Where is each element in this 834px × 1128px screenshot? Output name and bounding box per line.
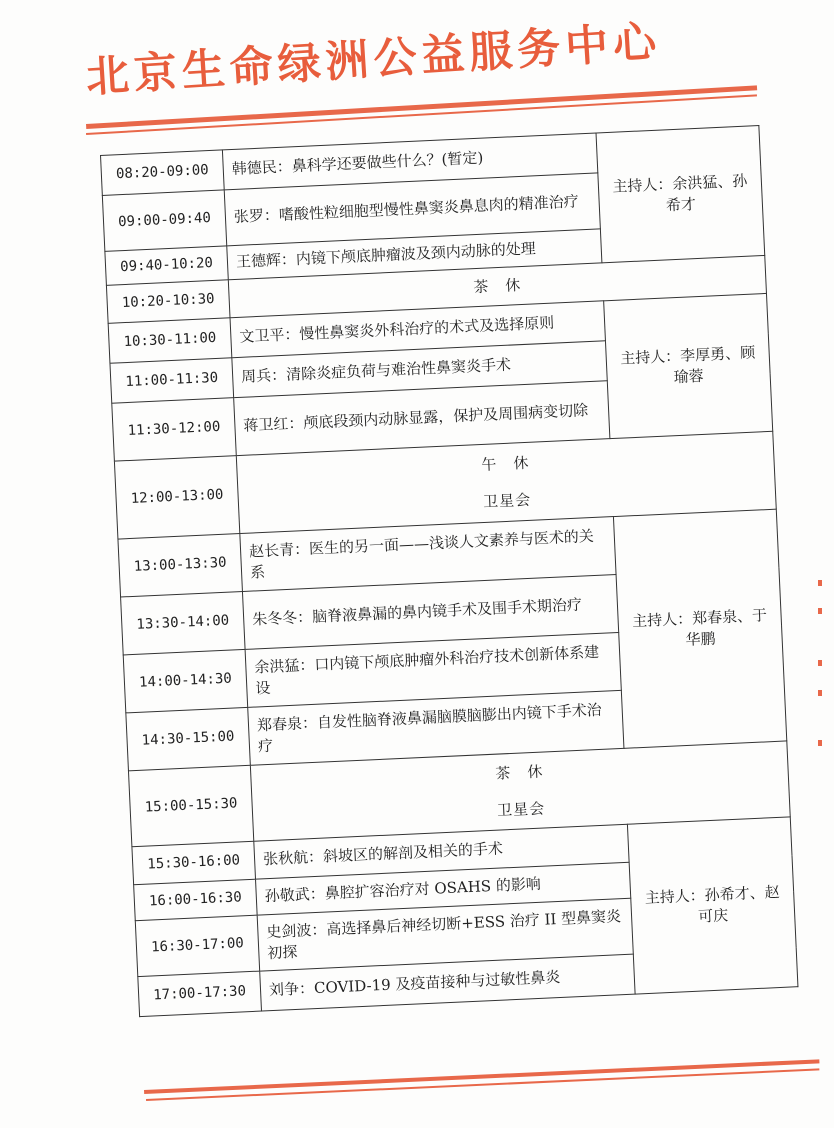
edge-mark xyxy=(818,740,822,746)
organization-title: 北京生命绿洲公益服务中心 xyxy=(84,16,663,103)
schedule-table xyxy=(100,125,798,1017)
talk-cell: 刘争：COVID-19 及疫苗接种与过敏性鼻炎 xyxy=(260,954,635,1011)
talk-cell: 张罗：嗜酸性粒细胞型慢性鼻窦炎鼻息肉的精准治疗 xyxy=(224,173,600,246)
time-cell: 11:00-11:30 xyxy=(110,358,234,403)
talk-cell: 余洪猛：口内镜下颅底肿瘤外科治疗技术创新体系建设 xyxy=(245,632,621,707)
time-cell: 12:00-13:00 xyxy=(114,456,239,539)
satellite-label: 卫星会 xyxy=(482,490,532,511)
break-label: 茶 休 xyxy=(495,762,544,783)
time-cell: 10:30-11:00 xyxy=(108,318,232,363)
host-cell: 主持人：孙希才、赵可庆 xyxy=(627,817,798,994)
talk-cell: 张秋航：斜坡区的解剖及相关的手术 xyxy=(254,824,629,879)
schedule-sheet xyxy=(100,125,798,1017)
footer-rule xyxy=(144,1059,819,1094)
talk-cell: 史剑波：高选择鼻后神经切断+ESS 治疗 II 型鼻窦炎初探 xyxy=(257,898,633,971)
edge-mark xyxy=(818,608,822,614)
talk-cell: 周兵：清除炎症负荷与难治性鼻窦炎手术 xyxy=(232,341,607,398)
time-cell: 17:00-17:30 xyxy=(138,971,262,1016)
time-cell: 11:30-12:00 xyxy=(112,398,237,461)
time-cell: 15:00-15:30 xyxy=(128,765,253,846)
satellite-label: 卫星会 xyxy=(496,798,546,820)
time-cell: 14:30-15:00 xyxy=(126,707,251,770)
host-cell: 主持人：李厚勇、顾瑜蓉 xyxy=(604,293,773,438)
talk-cell: 文卫平：慢性鼻窦炎外科治疗的术式及选择原则 xyxy=(230,301,605,358)
edge-mark xyxy=(818,660,822,666)
time-cell: 13:30-14:00 xyxy=(121,591,246,654)
edge-mark xyxy=(818,690,822,696)
talk-cell: 蒋卫红：颅底段颈内动脉显露，保护及周围病变切除 xyxy=(234,381,610,456)
talk-cell: 郑春泉：自发性脑脊液鼻漏脑膜脑膨出内镜下手术治疗 xyxy=(248,690,624,765)
time-cell: 14:00-14:30 xyxy=(123,649,248,712)
break-label: 午 休 xyxy=(481,454,530,475)
time-cell: 09:00-09:40 xyxy=(102,190,226,251)
time-cell: 16:00-16:30 xyxy=(134,879,258,920)
time-cell: 15:30-16:00 xyxy=(132,841,256,884)
edge-marks xyxy=(818,580,828,750)
talk-cell: 孙敬武：鼻腔扩容治疗对 OSAHS 的影响 xyxy=(256,862,631,915)
talk-cell: 韩德民：鼻科学还要做些什么？(暂定) xyxy=(222,133,597,190)
host-cell: 主持人：郑春泉、于华鹏 xyxy=(613,509,786,748)
talk-cell: 朱冬冬：脑脊液鼻漏的鼻内镜手术及围手术期治疗 xyxy=(242,575,618,650)
time-cell: 13:00-13:30 xyxy=(118,534,243,597)
time-cell: 09:40-10:20 xyxy=(105,246,228,285)
time-cell: 08:20-09:00 xyxy=(101,150,225,195)
time-cell: 10:20-10:30 xyxy=(106,280,230,323)
break-label: 茶 休 xyxy=(472,276,522,297)
host-cell: 主持人：余洪猛、孙希才 xyxy=(596,126,765,263)
talk-cell: 赵长青：医生的另一面——浅谈人文素养与医术的关系 xyxy=(240,517,616,592)
talk-cell: 王德辉：内镜下颅底肿瘤波及颈内动脉的处理 xyxy=(227,229,602,280)
time-cell: 16:30-17:00 xyxy=(135,915,259,976)
edge-mark xyxy=(818,580,822,586)
